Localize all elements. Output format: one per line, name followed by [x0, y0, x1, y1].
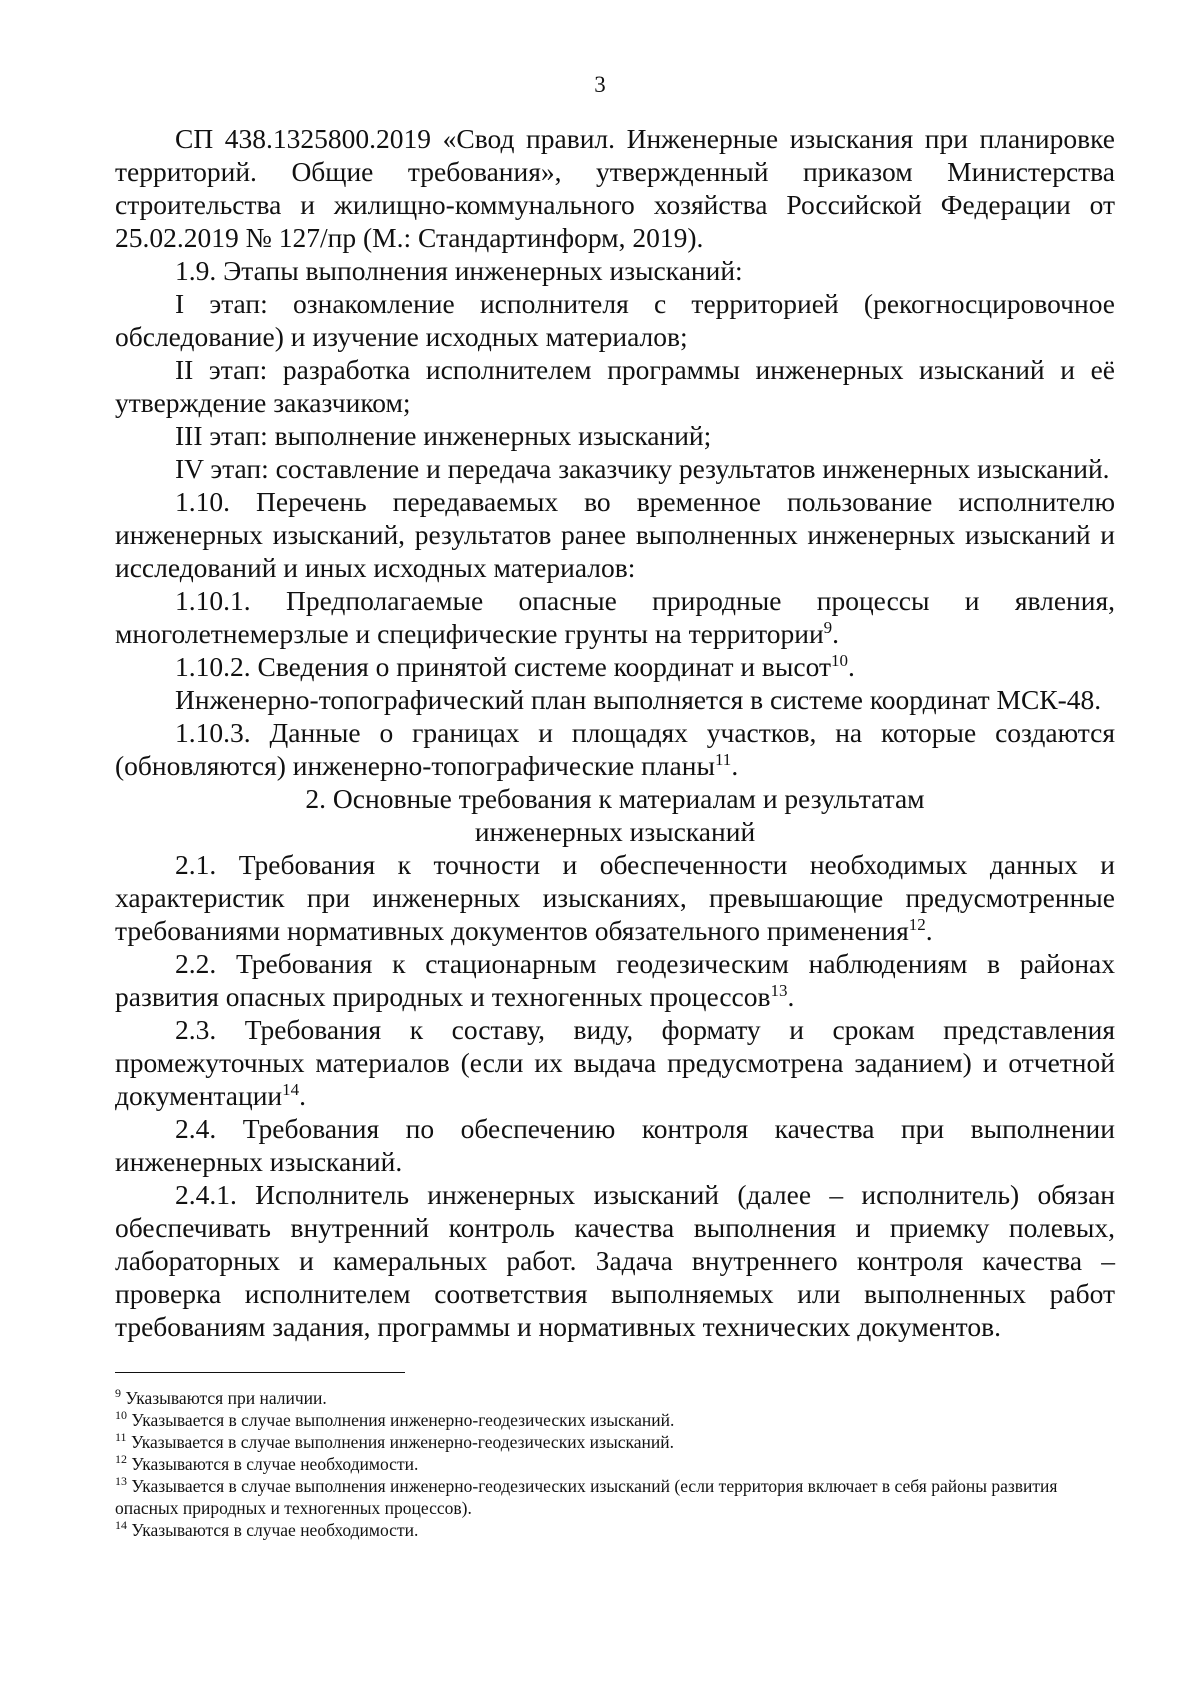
paragraph-1-10-2: [115, 650, 1115, 683]
paragraph-end: .: [848, 651, 855, 682]
paragraph-text: 2.1. Требования к точности и обеспеченности необходимых данных и характеристик при инженерных изысканиях, превышающие предусмотренные требованиями нормативных документов обязательного применения: [115, 849, 1115, 946]
footnote: [115, 1409, 1115, 1431]
footnote-number: 10: [115, 1408, 127, 1422]
section-heading-line-1: 2. Основные требования к материалам и результатам: [305, 783, 925, 814]
footnote-number: 14: [115, 1518, 127, 1532]
paragraph-1-10: 1.10. Перечень передаваемых во временное пользование исполнителю инженерных изысканий, результатов ранее выполненных инженерных изысканий и исследований и иных исходных материалов:: [115, 486, 1115, 583]
footnote-ref[interactable]: 14: [282, 1080, 300, 1099]
footnote-text: Указываются в случае необходимости.: [127, 1454, 419, 1474]
footnote-text: Указывается в случае выполнения инженерно-геодезических изысканий (если территория включает в себя районы развития опасных природных и техногенных процессов).: [115, 1476, 1058, 1518]
paragraph-text: 1.10.2. Сведения о принятой системе координат и высот: [175, 651, 831, 682]
paragraph-stage-2: II этап: разработка исполнителем программы инженерных изысканий и её утверждение заказчиком;: [115, 354, 1115, 418]
paragraph-coordinate-system: Инженерно-топографический план выполняется в системе координат МСК-48.: [175, 684, 1102, 715]
paragraph-2-2: [115, 947, 1115, 1013]
paragraph-text: 2.3. Требования к составу, виду, формату и срокам представления промежуточных материалов (если их выдача предусмотрена заданием) и отчетной документации: [115, 1014, 1115, 1111]
footnote-ref[interactable]: 12: [908, 915, 926, 934]
paragraph-stage-4: IV этап: составление и передача заказчику результатов инженерных изысканий.: [175, 453, 1110, 484]
paragraph-2-1: [115, 848, 1115, 947]
footnote: [115, 1431, 1115, 1453]
paragraph-stage-1: I этап: ознакомление исполнителя с территорией (рекогносцировочное обследование) и изучение исходных материалов;: [115, 288, 1115, 352]
section-heading-line-2: инженерных изысканий: [474, 816, 756, 847]
footnote: [115, 1387, 1115, 1409]
paragraph-end: .: [787, 981, 795, 1012]
footnote-divider: [115, 1372, 405, 1373]
paragraph-stages-heading: 1.9. Этапы выполнения инженерных изысканий:: [175, 255, 743, 286]
paragraph-text: 1.10.1. Предполагаемые опасные природные процессы и явления, многолетнемерзлые и специфические грунты на территории: [115, 585, 1115, 649]
footnote: [115, 1519, 1115, 1541]
paragraph-2-4-1: 2.4.1. Исполнитель инженерных изысканий (далее – исполнитель) обязан обеспечивать внутренний контроль качества выполнения и приемку полевых, лабораторных и камеральных работ. Задача внутреннего контроля качества – проверка исполнителем соответствия выполняемых или выполненных работ требованиям задания, программы и нормативных технических документов.: [115, 1179, 1115, 1342]
footnotes: [115, 1387, 1115, 1541]
body-text: [115, 122, 1115, 1343]
footnote-ref[interactable]: 13: [770, 981, 788, 1000]
paragraph-2-3: [115, 1013, 1115, 1112]
footnote-ref[interactable]: 9: [823, 618, 833, 637]
paragraph-sp-reference: СП 438.1325800.2019 «Свод правил. Инженерные изыскания при планировке территорий. Общие требования», утвержденный приказом Министерства строительства и жилищно-коммунального хозяйства Российской Федерации от 25.02.2019 № 127/пр (М.: Стандартинформ, 2019).: [115, 123, 1115, 253]
paragraph-1-10-1: [115, 584, 1115, 650]
paragraph-text: 1.10.3. Данные о границах и площадях участков, на которые создаются (обновляются) инженерно-топографические планы: [115, 717, 1115, 781]
paragraph-end: .: [299, 1080, 307, 1111]
paragraph-1-10-3: [115, 716, 1115, 782]
footnote: [115, 1475, 1115, 1519]
paragraph-end: .: [731, 750, 739, 781]
footnote: [115, 1453, 1115, 1475]
footnote-text: Указываются при наличии.: [121, 1388, 327, 1408]
footnote-number: 13: [115, 1474, 127, 1488]
footnote-ref[interactable]: 11: [714, 750, 732, 769]
footnote-number: 9: [115, 1386, 121, 1400]
footnote-number: 11: [115, 1430, 127, 1444]
page-number: 3: [594, 72, 606, 97]
paragraph-text: 2.2. Требования к стационарным геодезическим наблюдениям в районах развития опасных природных и техногенных процессов: [115, 948, 1115, 1012]
footnote-text: Указывается в случае выполнения инженерно-геодезических изысканий.: [127, 1410, 675, 1430]
paragraph-stage-3: III этап: выполнение инженерных изысканий;: [175, 420, 712, 451]
footnote-text: Указывается в случае выполнения инженерно-геодезических изысканий.: [126, 1432, 674, 1452]
footnote-ref[interactable]: 10: [831, 651, 848, 670]
paragraph-end: .: [832, 618, 840, 649]
paragraph-2-4: 2.4. Требования по обеспечению контроля качества при выполнении инженерных изысканий.: [115, 1113, 1115, 1177]
footnote-number: 12: [115, 1452, 127, 1466]
paragraph-end: .: [925, 915, 933, 946]
footnote-text: Указываются в случае необходимости.: [127, 1520, 419, 1540]
